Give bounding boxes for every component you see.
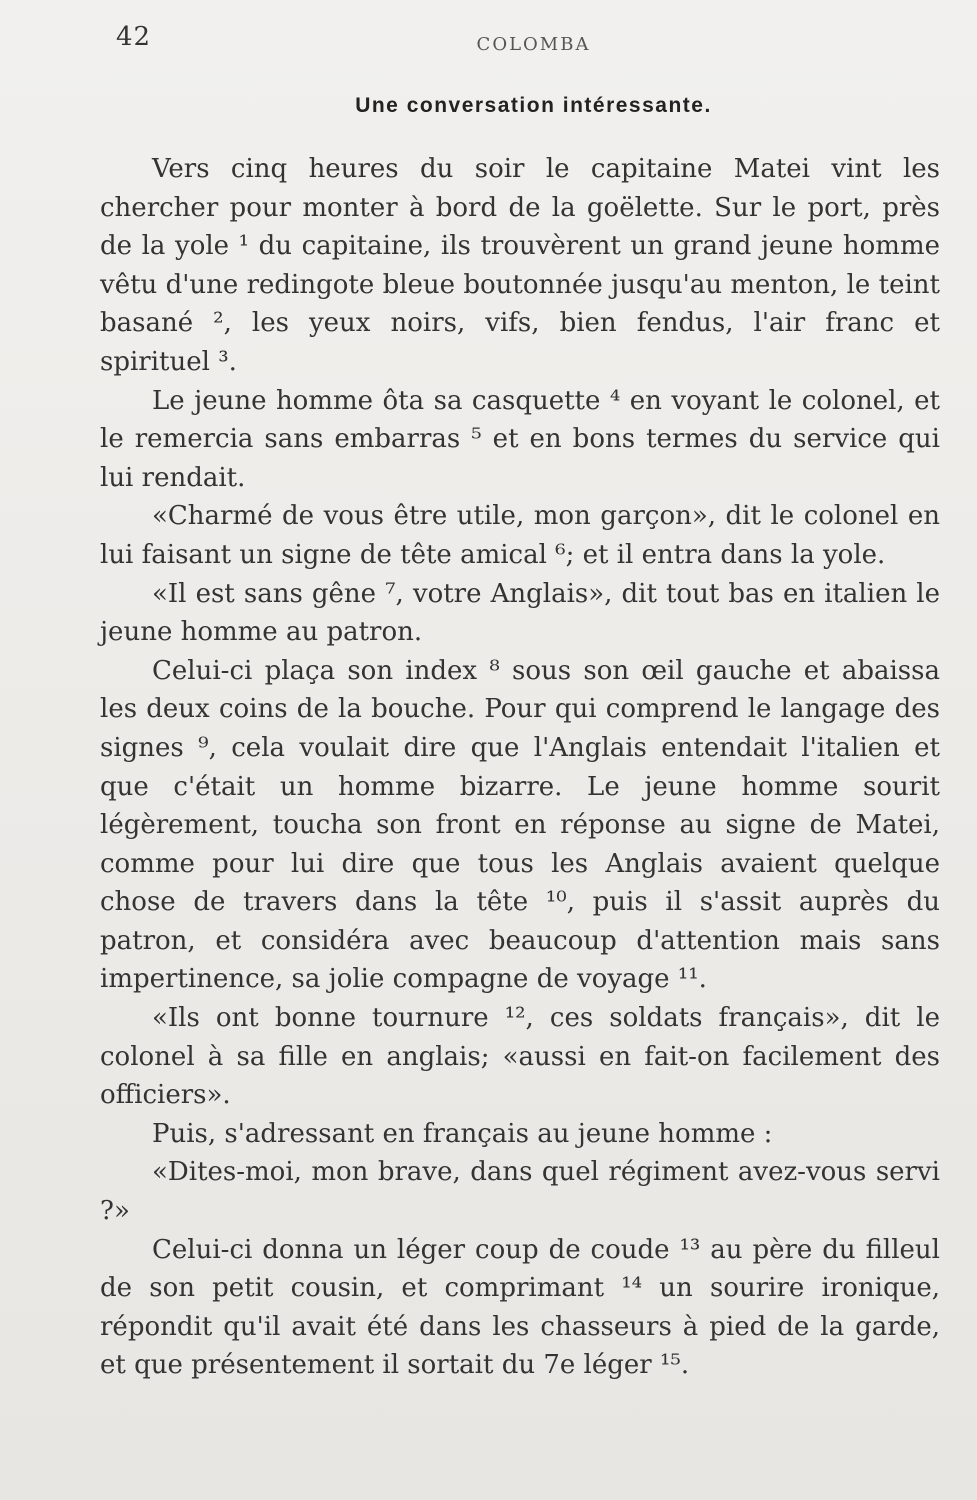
section-title: Une conversation intéressante. [355, 94, 712, 117]
paragraph: Le jeune homme ôta sa casquette ⁴ en voyant le colonel, et le remercia sans embarras ⁵ et en bons termes du service qui lui rendait. [100, 385, 940, 493]
paragraph: Puis, s'adressant en français au jeune homme : [152, 1118, 773, 1149]
paragraph: «Charmé de vous être utile, mon garçon», dit le colonel en lui faisant un signe de tête amical ⁶; et il entra dans la yole. [100, 501, 940, 570]
paragraph: «Ils ont bonne tournure ¹², ces soldats français», dit le colonel à sa fille en anglais; «aussi en fait-on facilement des officiers». [100, 1003, 940, 1111]
page-number: 42 [116, 22, 152, 52]
paragraph: «Dites-moi, mon brave, dans quel régiment avez-vous servi ?» [100, 1157, 940, 1227]
paragraph: Celui-ci donna un léger coup de coude ¹³ au père du filleul de son petit cousin, et comprimant ¹⁴ un sourire ironique, répondit qu'il avait été dans les chasseurs à pied de la garde, et que présentement il sortait du 7e léger ¹⁵. [100, 1234, 940, 1381]
paragraph: Celui-ci plaça son index ⁸ sous son œil gauche et abaissa les deux coins de la bouche. Pour qui comprend le langage des signes ⁹, cela voulait dire que l'Anglais entendait l'italien et que c'était un homme bizarre. Le jeune homme sourit légèrement, toucha son front en réponse au signe de Matei, comme pour lui dire que tous les Anglais avaient quelque chose de travers dans la tête ¹⁰, puis il s'assit auprès du patron, et considéra avec beaucoup d'attention mais sans impertinence, sa jolie compagne de voyage ¹¹. [100, 655, 940, 995]
paragraph: Vers cinq heures du soir le capitaine Matei vint les chercher pour monter à bord de la goëlette. Sur le port, près de la yole ¹ du capitaine, ils trouvèrent un grand jeune homme vêtu d'une redingote bleue boutonnée jusqu'au menton, le teint basané ², les yeux noirs, vifs, bien fendus, l'air franc et spirituel ³. [100, 154, 940, 377]
body-text [100, 150, 940, 1385]
running-title: COLOMBA [476, 34, 591, 55]
paragraph: «Il est sans gêne ⁷, votre Anglais», dit tout bas en italien le jeune homme au patron. [100, 578, 940, 648]
